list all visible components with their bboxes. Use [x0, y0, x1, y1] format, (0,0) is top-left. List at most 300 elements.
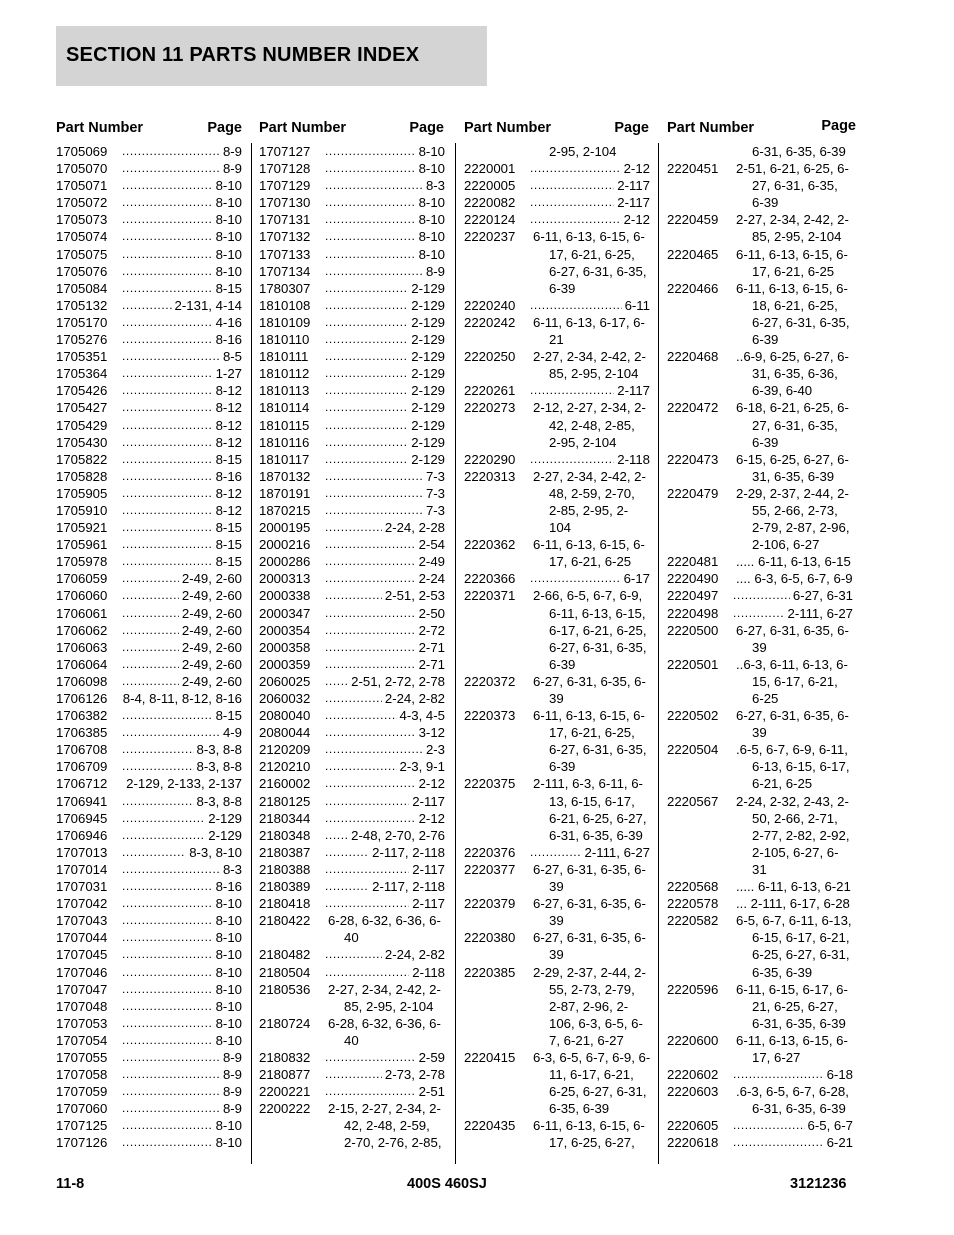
page-refs: 6-5, 6-7, 6-11, 6-13,	[736, 913, 852, 929]
part-number: 2180344	[259, 810, 311, 826]
index-entry	[259, 228, 445, 245]
page-ref: 8-9	[425, 263, 445, 279]
page-ref: 8-10	[215, 1118, 242, 1134]
page-ref: 6-11	[624, 297, 650, 313]
part-number: 2220373	[464, 708, 516, 724]
page-ref: 2-49, 2-60	[181, 622, 242, 638]
column-divider	[251, 143, 252, 1164]
part-number: 1707048	[56, 998, 108, 1014]
part-number: 1707054	[56, 1032, 108, 1048]
page-ref: 2-71	[418, 639, 445, 655]
index-entry	[259, 160, 445, 177]
part-number: 1705426	[56, 383, 108, 399]
dot-leader	[325, 690, 382, 707]
page-refs: 6-31, 6-35, 6-39	[752, 1015, 846, 1031]
dot-leader	[122, 793, 194, 810]
index-entry	[56, 998, 242, 1015]
dot-leader	[530, 382, 614, 399]
page-ref: 2-117, 2-118	[372, 879, 445, 895]
dot-leader	[325, 1049, 416, 1066]
page-ref: 2-3, 9-1	[399, 759, 445, 775]
page-refs: 40	[344, 1032, 359, 1048]
dot-leader	[325, 177, 423, 194]
page-refs: 6-39, 6-40	[752, 383, 813, 399]
part-number: 2220290	[464, 451, 516, 467]
part-number: 2220005	[464, 178, 516, 194]
page-ref: 2-129	[411, 451, 445, 467]
parts-column-3	[464, 143, 650, 1152]
page-refs: 2-95, 2-104	[549, 144, 617, 159]
dot-leader	[325, 297, 408, 314]
index-entry	[464, 964, 650, 981]
index-entry	[464, 211, 650, 228]
page-refs: 2-27, 2-34, 2-42, 2-	[533, 349, 646, 365]
index-entry-continuation	[464, 622, 650, 639]
part-number: 1705170	[56, 314, 108, 330]
page-refs: 6-39	[752, 434, 779, 450]
page-ref: 8-10	[215, 896, 242, 912]
page-refs: 31	[752, 861, 767, 877]
part-number: 2220501	[667, 656, 719, 672]
part-number: 1810116	[259, 434, 310, 450]
index-entry-continuation	[464, 519, 650, 536]
index-entry	[464, 348, 650, 365]
part-number: 2120210	[259, 759, 311, 775]
dot-leader	[122, 1100, 220, 1117]
page-ref: 6-21	[826, 1135, 853, 1151]
index-entry-continuation	[464, 280, 650, 297]
page-refs: 6-39	[752, 195, 779, 211]
column-header-1	[56, 120, 242, 140]
index-entry-continuation	[667, 758, 853, 775]
part-number: 2000195	[259, 520, 311, 536]
part-number: 1707059	[56, 1084, 108, 1100]
page-refs: 15, 6-17, 6-21,	[752, 673, 838, 689]
dot-leader	[325, 605, 416, 622]
dot-leader	[325, 382, 408, 399]
dot-leader	[325, 775, 416, 792]
index-entry-continuation	[464, 758, 650, 775]
page-ref: 2-49, 2-60	[181, 656, 242, 672]
dot-leader	[122, 1049, 220, 1066]
part-number: 1707045	[56, 947, 108, 963]
page-ref: 2-3	[425, 742, 445, 758]
dot-leader	[122, 895, 213, 912]
page-refs: 6-25, 6-27, 6-31,	[752, 947, 850, 963]
page-ref: 2-117	[412, 896, 445, 912]
page-refs: 2-95, 2-104	[549, 434, 617, 450]
page-ref: 2-129	[411, 383, 445, 399]
index-entry	[464, 451, 650, 468]
index-entry-continuation	[667, 297, 853, 314]
index-entry	[259, 246, 445, 263]
index-entry	[56, 775, 242, 792]
part-number: 2220481	[667, 554, 719, 570]
page-ref: 8-16	[215, 332, 242, 348]
page-refs: 2-27, 2-34, 2-42, 2-	[328, 981, 441, 997]
index-entry-continuation	[464, 263, 650, 280]
index-entry-continuation	[464, 1066, 650, 1083]
dot-leader	[122, 143, 220, 160]
index-entry-continuation	[464, 502, 650, 519]
column-header-4	[667, 118, 856, 138]
index-entry	[56, 365, 242, 382]
part-number: 1707125	[56, 1118, 108, 1134]
page-ref: 8-10	[215, 913, 242, 929]
index-entry	[259, 485, 445, 502]
part-number: 2220273	[464, 400, 516, 416]
dot-leader	[122, 1015, 213, 1032]
index-entry	[259, 194, 445, 211]
page-ref: 8-9	[222, 1067, 242, 1083]
part-number: 1706712	[56, 776, 108, 792]
index-entry	[667, 280, 853, 297]
page-refs: 39	[549, 913, 564, 929]
page-ref: 2-72	[418, 622, 445, 638]
page-ref: 2-49, 2-60	[181, 673, 242, 689]
index-entry	[259, 724, 445, 741]
part-number: 2180422	[259, 913, 311, 929]
dot-leader	[325, 878, 369, 895]
index-entry	[56, 844, 242, 861]
page-ref: 2-49	[418, 554, 445, 570]
part-number: 2180418	[259, 896, 311, 912]
index-entry	[667, 1032, 853, 1049]
page-refs: 6-27, 6-31, 6-35,	[549, 742, 647, 758]
page-ref: 2-129	[411, 417, 445, 433]
dot-leader	[122, 964, 213, 981]
dot-leader	[325, 570, 416, 587]
index-entry-continuation	[667, 639, 853, 656]
index-entry	[464, 160, 650, 177]
dot-leader	[325, 519, 382, 536]
dot-leader	[325, 946, 382, 963]
part-number: 1706059	[56, 571, 108, 587]
page-refs: 2-66, 6-5, 6-7, 6-9,	[533, 588, 643, 604]
index-entry-continuation	[464, 365, 650, 382]
index-entry	[56, 143, 242, 160]
part-number: 2180832	[259, 1049, 311, 1065]
part-number: 1870191	[259, 485, 311, 501]
part-number: 1706385	[56, 725, 108, 741]
page-refs: 27, 6-31, 6-35,	[752, 178, 838, 194]
index-entry	[56, 946, 242, 963]
header-page: Page	[614, 120, 649, 136]
page-ref: 2-24, 2-82	[384, 947, 445, 963]
part-number: 1705075	[56, 246, 108, 262]
index-entry	[667, 348, 853, 365]
section-title: SECTION 11 PARTS NUMBER INDEX	[66, 44, 420, 66]
part-number: 2200222	[259, 1101, 311, 1117]
part-number: 2220124	[464, 212, 516, 228]
part-number: 2220472	[667, 400, 719, 416]
part-number: 1707058	[56, 1067, 108, 1083]
index-entry-continuation	[667, 536, 853, 553]
part-number: 2060025	[259, 673, 311, 689]
page-ref: 8-10	[215, 178, 242, 194]
section-title-banner	[56, 26, 487, 86]
page-ref: 8-12	[215, 383, 242, 399]
index-entry-continuation	[667, 929, 853, 946]
page-ref: 8-10	[215, 263, 242, 279]
part-number: 1705084	[56, 280, 108, 296]
index-entry	[56, 297, 242, 314]
part-number: 2000313	[259, 571, 311, 587]
index-entry	[667, 1066, 853, 1083]
part-number: 1706063	[56, 639, 108, 655]
page-refs: 6-3, 6-5, 6-7, 6-9, 6-	[533, 1049, 651, 1065]
dot-leader	[325, 468, 423, 485]
page-refs: 6-11, 6-13, 6-15, 6-	[736, 246, 848, 262]
index-entry-continuation	[464, 639, 650, 656]
index-entry	[56, 1015, 242, 1032]
part-number: 2220568	[667, 879, 719, 895]
dot-leader	[325, 434, 408, 451]
page-refs: 106, 6-3, 6-5, 6-	[549, 1015, 643, 1031]
index-entry	[464, 707, 650, 724]
index-entry	[259, 297, 445, 314]
part-number: 1706098	[56, 673, 108, 689]
dot-leader	[325, 639, 416, 656]
part-number: 1707129	[259, 178, 311, 194]
dot-leader	[122, 177, 213, 194]
part-number: 1707127	[259, 144, 311, 159]
index-entry	[259, 810, 445, 827]
part-number: 1706382	[56, 708, 108, 724]
page-refs: 6-18, 6-21, 6-25, 6-	[736, 400, 849, 416]
dot-leader	[325, 399, 408, 416]
page-refs: 6-39	[549, 280, 576, 296]
dot-leader	[122, 519, 213, 536]
page-refs: 6-35, 6-39	[549, 1101, 610, 1117]
index-entry	[56, 622, 242, 639]
page-refs: 55, 2-73, 2-79,	[549, 981, 635, 997]
index-entry	[56, 810, 242, 827]
part-number: 2180482	[259, 947, 311, 963]
index-entry	[259, 605, 445, 622]
index-entry	[259, 143, 445, 160]
index-entry	[667, 1083, 853, 1100]
index-entry-continuation	[464, 331, 650, 348]
page-ref: 8-10	[215, 981, 242, 997]
page-ref: 7-3	[425, 468, 445, 484]
page-refs: 6-21, 6-25	[752, 776, 813, 792]
part-number: 2180388	[259, 861, 311, 877]
dot-leader	[325, 587, 382, 604]
part-number: 1705905	[56, 485, 108, 501]
index-entry	[464, 775, 650, 792]
part-number: 1706060	[56, 588, 108, 604]
page-refs: 6-27, 6-31, 6-35,	[752, 314, 850, 330]
dot-leader	[325, 280, 408, 297]
dot-leader	[530, 211, 621, 228]
page-ref: 2-49, 2-60	[181, 639, 242, 655]
dot-leader	[325, 314, 408, 331]
index-entry	[259, 758, 445, 775]
index-entry-continuation	[464, 1015, 650, 1032]
dot-leader	[122, 912, 213, 929]
page-ref: 8-9	[222, 161, 242, 177]
dot-leader	[122, 297, 172, 314]
part-number: 2000359	[259, 656, 311, 672]
index-entry-continuation	[667, 827, 853, 844]
part-number: 2220082	[464, 195, 516, 211]
dot-leader	[122, 587, 179, 604]
index-entry	[667, 587, 853, 604]
index-entry-continuation	[667, 964, 853, 981]
index-entry	[56, 912, 242, 929]
index-entry-continuation	[464, 1134, 650, 1151]
page-ref: 6-18	[826, 1067, 853, 1083]
part-number: 1707132	[259, 229, 311, 245]
page-ref: 2-49, 2-60	[181, 571, 242, 587]
part-number: 1705364	[56, 366, 108, 382]
index-entry-continuation	[464, 1100, 650, 1117]
part-number: 1705910	[56, 502, 108, 518]
index-entry	[56, 399, 242, 416]
part-number: 1705132	[56, 297, 108, 313]
page-refs: 2-106, 6-27	[752, 537, 820, 553]
footer-page-number: 11-8	[56, 1176, 85, 1192]
dot-leader	[122, 263, 213, 280]
page-ref: 2-49, 2-60	[181, 588, 242, 604]
index-entry	[56, 160, 242, 177]
index-entry	[464, 587, 650, 604]
index-entry	[56, 553, 242, 570]
index-entry-continuation	[464, 981, 650, 998]
part-number: 2220502	[667, 708, 719, 724]
index-entry	[259, 536, 445, 553]
page-refs: 2-79, 2-87, 2-96,	[752, 520, 850, 536]
index-entry	[259, 451, 445, 468]
page-refs: 6-21, 6-25, 6-27,	[549, 810, 647, 826]
dot-leader	[122, 946, 213, 963]
index-entry	[56, 1100, 242, 1117]
page-refs: 6-27, 6-31, 6-35,	[549, 263, 647, 279]
index-entry	[56, 263, 242, 280]
index-entry	[56, 1032, 242, 1049]
part-number: 1810117	[259, 451, 310, 467]
page-refs: 6-15, 6-25, 6-27, 6-	[736, 451, 849, 467]
index-entry	[259, 1049, 445, 1066]
header-part-number: Part Number	[667, 120, 755, 136]
dot-leader	[122, 399, 213, 416]
page-refs: 2-27, 2-34, 2-42, 2-	[533, 468, 646, 484]
dot-leader	[325, 246, 416, 263]
part-number: 1705072	[56, 195, 108, 211]
dot-leader	[122, 1134, 213, 1151]
page-ref: 2-129	[411, 280, 445, 296]
dot-leader	[122, 981, 213, 998]
index-entry	[667, 1134, 853, 1151]
part-number: 2220479	[667, 485, 719, 501]
part-number: 2180504	[259, 964, 311, 980]
part-number: 2220600	[667, 1032, 719, 1048]
index-entry	[259, 912, 445, 929]
index-entry-continuation	[464, 485, 650, 502]
dot-leader	[325, 211, 416, 228]
index-entry	[259, 468, 445, 485]
part-number: 2000358	[259, 639, 311, 655]
index-entry	[259, 553, 445, 570]
page-refs: 6-28, 6-32, 6-36, 6-	[328, 913, 441, 929]
index-entry	[56, 1049, 242, 1066]
index-entry	[56, 895, 242, 912]
index-entry	[667, 622, 853, 639]
dot-leader	[122, 724, 220, 741]
page-ref: 2-117, 2-118	[372, 844, 445, 860]
index-entry-continuation	[667, 314, 853, 331]
dot-leader	[122, 827, 205, 844]
index-entry	[259, 878, 445, 895]
index-entry	[259, 793, 445, 810]
dot-leader	[122, 228, 213, 245]
page-refs: 17, 6-25, 6-27,	[549, 1135, 635, 1151]
page-ref: 8-12	[215, 417, 242, 433]
index-entry	[259, 570, 445, 587]
index-entry	[259, 263, 445, 280]
index-entry	[464, 314, 650, 331]
header-part-number: Part Number	[464, 120, 552, 136]
dot-leader	[122, 810, 205, 827]
page-ref: 2-129	[411, 434, 445, 450]
index-entry	[667, 570, 853, 587]
index-entry-continuation	[464, 827, 650, 844]
part-number: 1707046	[56, 964, 108, 980]
page-ref: 8-3, 8-10	[189, 844, 242, 860]
dot-leader	[122, 160, 220, 177]
part-number: 2000286	[259, 554, 311, 570]
part-number: 2220376	[464, 844, 516, 860]
footer-doc-number: 3121236	[790, 1176, 847, 1192]
index-entry	[259, 502, 445, 519]
part-number: 2220605	[667, 1118, 719, 1134]
index-entry-continuation	[464, 741, 650, 758]
dot-leader	[325, 536, 416, 553]
index-entry-continuation	[667, 228, 853, 245]
dot-leader	[122, 707, 213, 724]
page-ref: 2-129	[411, 297, 445, 313]
index-entry	[259, 690, 445, 707]
part-number: 2220596	[667, 981, 719, 997]
page-ref: 2-129	[208, 827, 242, 843]
index-entry	[464, 399, 650, 416]
parts-column-4	[667, 143, 853, 1152]
index-entry	[56, 673, 242, 690]
page-refs: 6-11, 6-13, 6-15, 6-	[533, 537, 645, 553]
index-entry	[56, 331, 242, 348]
part-number: 2220578	[667, 896, 719, 912]
page-refs: 6-11, 6-13, 6-15, 6-	[736, 280, 848, 296]
index-entry	[259, 946, 445, 963]
index-entry-continuation	[259, 929, 445, 946]
page-refs: 39	[549, 879, 564, 895]
index-entry-continuation	[464, 434, 650, 451]
index-entry	[667, 878, 853, 895]
part-number: 2180877	[259, 1067, 311, 1083]
dot-leader	[530, 160, 621, 177]
index-entry	[56, 878, 242, 895]
page-ref: 2-73, 2-78	[384, 1067, 445, 1083]
page-ref: 8-10	[215, 1135, 242, 1151]
dot-leader	[122, 211, 213, 228]
dot-leader	[122, 348, 220, 365]
dot-leader	[122, 314, 213, 331]
part-number: 2000354	[259, 622, 311, 638]
index-entry	[56, 1134, 242, 1151]
page-ref: 4-9	[222, 725, 242, 741]
part-number: 2220451	[667, 161, 719, 177]
